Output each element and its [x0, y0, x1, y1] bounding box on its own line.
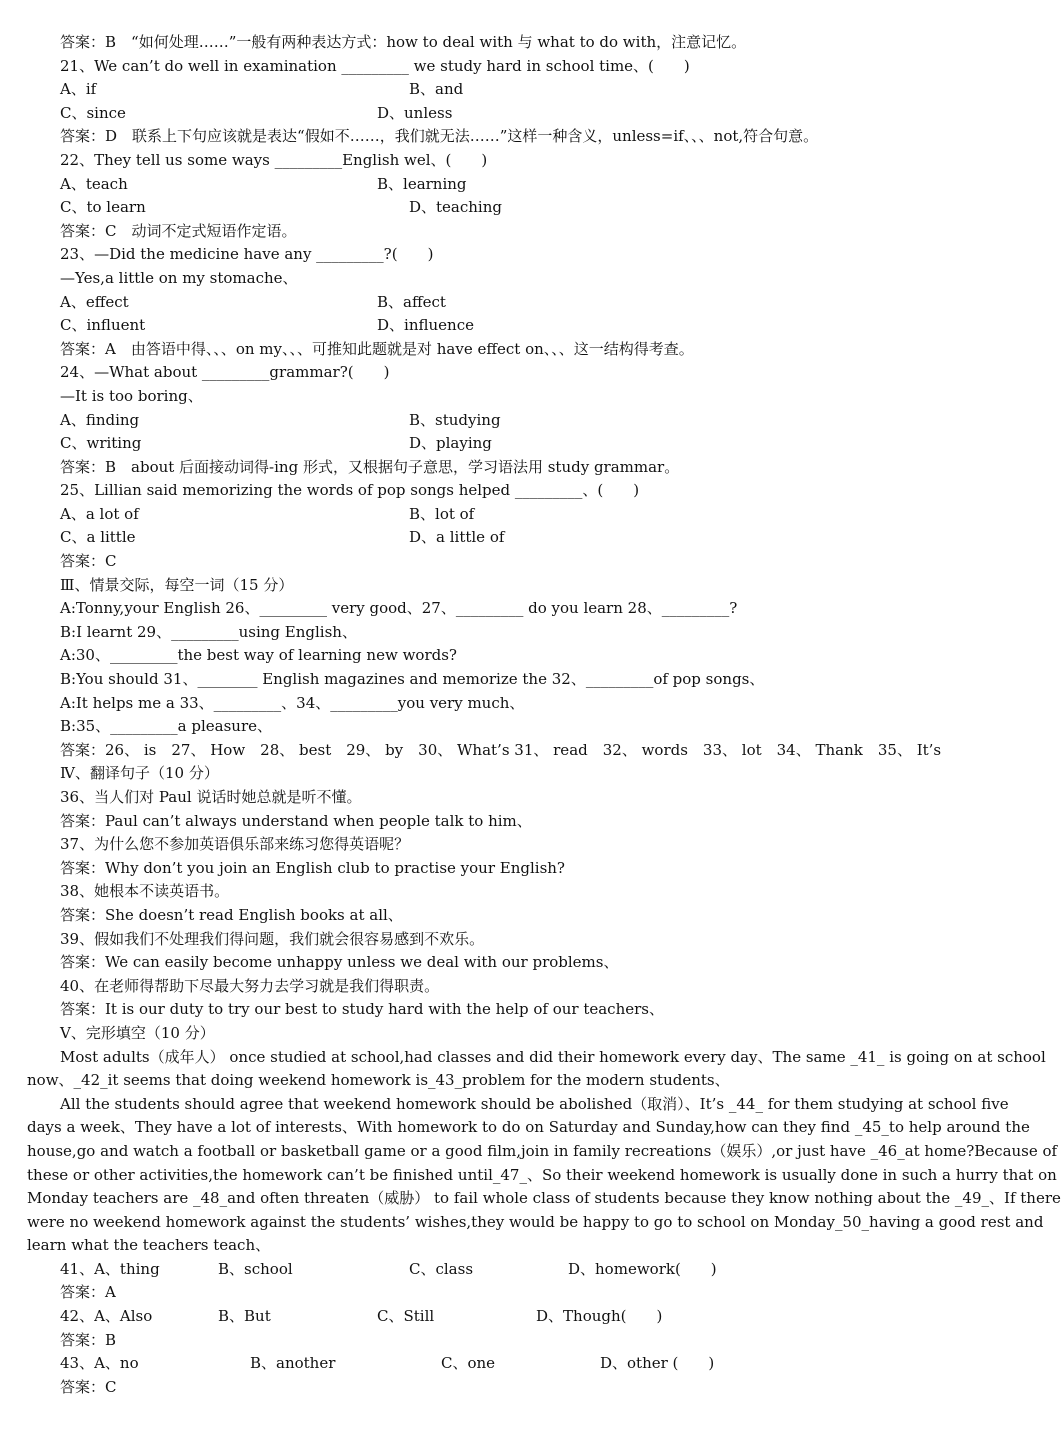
line-text: A:30、_________the best way of learning new words? [60, 646, 457, 665]
text-line [0, 786, 950, 810]
option-item: D、homework( ) [568, 1259, 717, 1278]
option-a: C、a little [60, 528, 136, 547]
option-row [0, 173, 950, 197]
line-text: 38、她根本不读英语书。 [60, 882, 230, 901]
option-b: B、studying [409, 410, 501, 429]
option-row [0, 196, 950, 220]
line-text: 答案：Why don’t you join an English club to practise your English? [60, 858, 565, 877]
text-line [0, 644, 950, 668]
option-row [0, 432, 950, 456]
line-text: B:35、_________a pleasure、 [60, 717, 272, 736]
answer-line [0, 338, 950, 362]
answer-line [0, 810, 950, 834]
line-text: —Yes,a little on my stomache、 [60, 268, 298, 287]
text-line [0, 668, 950, 692]
option-row [0, 291, 950, 315]
text-line [0, 715, 950, 739]
text-line: Most adults（成年人） once studied at school,had classes and did their homework every day、The same _41_ is going on at school [60, 1047, 1046, 1066]
text-line [0, 621, 950, 645]
answer-line [0, 1376, 950, 1400]
option-b: B、learning [377, 174, 467, 193]
text-line [0, 833, 950, 857]
line-text: 答案：C 动词不定式短语作定语。 [60, 221, 297, 240]
answer-line [0, 125, 950, 149]
text-line [0, 385, 950, 409]
answer-line [0, 1281, 950, 1305]
option-row-4 [0, 1258, 950, 1282]
option-row-4 [0, 1305, 950, 1329]
option-row [0, 526, 950, 550]
line-text: Ⅳ、翻译句子（10 分） [60, 764, 219, 783]
option-b: B、and [409, 80, 464, 99]
line-text: —It is too boring、 [60, 386, 203, 405]
text-line: Monday teachers are _48_and often threaten（威胁） to fail whole class of students because they know nothing about the _49_、If there [27, 1189, 1061, 1208]
text-line [0, 928, 950, 952]
line-text: A:Tonny,your English 26、_________ very good、27、_________ do you learn 28、_________? [60, 599, 738, 618]
line-text: 21、We can’t do well in examination _________ we study hard in school time、( ) [60, 56, 690, 75]
document-page [0, 31, 1061, 1399]
text-line [0, 479, 950, 503]
option-item: C、one [441, 1354, 496, 1373]
line-text: 答案：B [60, 1330, 117, 1349]
line-text: 25、Lillian said memorizing the words of pop songs helped _________、( ) [60, 481, 640, 500]
text-line [0, 55, 950, 79]
text-line [0, 267, 950, 291]
text-line: days a week、They have a lot of interests、With homework to do on Saturday and Sunday,how can they find _45_to help around the [27, 1118, 1030, 1137]
option-b: B、affect [377, 292, 446, 311]
option-a: A、if [60, 80, 97, 99]
line-text: 答案：A [60, 1283, 116, 1302]
option-item: 41、A、thing [60, 1259, 160, 1278]
text-line [0, 880, 950, 904]
line-text: 答案：It is our duty to try our best to study hard with the help of our teachers、 [60, 1000, 664, 1019]
line-text: now、_42_it seems that doing weekend homework is_43_problem for the modern students、 [27, 1071, 730, 1090]
option-a: A、finding [60, 410, 140, 429]
text-line [0, 597, 950, 621]
line-text: 37、为什么您不参加英语俱乐部来练习您得英语呢？ [60, 835, 410, 854]
text-line [0, 975, 950, 999]
option-a: A、teach [60, 174, 128, 193]
option-row [0, 503, 950, 527]
option-item: B、another [250, 1354, 336, 1373]
option-item: D、Though( ) [536, 1307, 663, 1326]
answer-line [0, 857, 950, 881]
line-text: Ⅲ、情景交际，每空一词（15 分） [60, 575, 294, 594]
line-text: B:I learnt 29、_________using English、 [60, 622, 357, 641]
line-text: 答案：C [60, 552, 117, 571]
option-row [0, 78, 950, 102]
answer-line [0, 1329, 950, 1353]
line-text: A:It helps me a 33、_________、34、_________you very much、 [60, 693, 525, 712]
option-b: B、lot of [409, 504, 475, 523]
line-text: 答案：She doesn’t read English books at all、 [60, 905, 403, 924]
option-b: D、unless [377, 103, 453, 122]
text-line: All the students should agree that weekend homework should be abolished（取消）、It’s _44_ for them studying at school five [60, 1094, 1009, 1113]
option-b: D、teaching [409, 198, 502, 217]
option-row-4 [0, 1352, 950, 1376]
text-line [0, 692, 950, 716]
answer-line [0, 220, 950, 244]
option-b: D、a little of [409, 528, 505, 547]
text-line [0, 1022, 950, 1046]
line-text: 答案：Paul can’t always understand when people talk to him、 [60, 811, 532, 830]
answer-line [0, 550, 950, 574]
text-line [0, 1234, 950, 1258]
text-line: these or other activities,the homework can’t be finished until_47_、So their weekend homework is usually done in such a hurry that on [27, 1165, 1057, 1184]
answer-line [0, 904, 950, 928]
text-line: were no weekend homework against the students’ wishes,they would be happy to go to school on Monday_50_having a good rest and [27, 1212, 1044, 1231]
line-text: 答案：B about 后面接动词得-ing 形式，又根据句子意思，学习语法用 study grammar。 [60, 457, 680, 476]
option-a: C、to learn [60, 198, 146, 217]
line-text: 答案：A 由答语中得、、、on my、、、可推知此题就是对 have effect on、、、这一结构得考查。 [60, 339, 694, 358]
line-text: 23、—Did the medicine have any _________?( ) [60, 245, 434, 264]
line-text: 答案：We can easily become unhappy unless we deal with our problems、 [60, 953, 619, 972]
answer-line [0, 998, 950, 1022]
line-text: 24、—What about _________grammar?( ) [60, 363, 390, 382]
option-a: C、since [60, 103, 126, 122]
option-row [0, 409, 950, 433]
answer-line [0, 951, 950, 975]
line-text: learn what the teachers teach、 [27, 1236, 271, 1255]
line-text: 36、当人们对 Paul 说话时她总就是听不懂。 [60, 788, 362, 806]
option-row [0, 102, 950, 126]
text-line [0, 361, 950, 385]
option-a: A、effect [60, 292, 129, 311]
text-line [0, 574, 950, 598]
option-item: 42、A、Also [60, 1307, 153, 1326]
answer-line [0, 31, 950, 55]
option-b: D、playing [409, 434, 492, 453]
option-a: C、writing [60, 434, 142, 453]
text-line [0, 149, 950, 173]
line-text: 答案：B “如何处理……”一般有两种表达方式：how to deal with 与 what to do with，注意记忆。 [60, 33, 747, 51]
text-line [0, 1069, 950, 1093]
text-line [0, 243, 950, 267]
option-item: D、other ( ) [600, 1354, 715, 1373]
option-item: B、But [218, 1307, 271, 1326]
line-text: B:You should 31、________ English magazines and memorize the 32、_________of pop songs、 [60, 670, 765, 689]
option-item: C、class [409, 1259, 474, 1278]
line-text: 答案：C [60, 1377, 117, 1396]
line-text: 22、They tell us some ways _________English wel、( ) [60, 150, 488, 169]
option-item: 43、A、no [60, 1354, 139, 1373]
line-text: 40、在老师得帮助下尽最大努力去学习就是我们得职责。 [60, 976, 440, 995]
option-b: D、influence [377, 316, 474, 335]
answer-line [0, 456, 950, 480]
line-text: 答案：D 联系上下句应该就是表达“假如不……，我们就无法……”这样一种含义，unless=if、、、not,符合句意。 [60, 127, 819, 146]
line-text: 39、假如我们不处理我们得问题，我们就会很容易感到不欢乐。 [60, 929, 485, 948]
text-line: house,go and watch a football or basketball game or a good film,join in family recreations（娱乐）,or just have _46_at home?Because of [27, 1141, 1058, 1160]
option-item: C、Still [377, 1307, 435, 1326]
answer-line: 答案：26、 is 27、 How 28、 best 29、 by 30、 What’s 31、 read 32、 words 33、 lot 34、 Thank 35、 It’s [60, 740, 942, 759]
option-row [0, 314, 950, 338]
option-a: C、influent [60, 316, 146, 335]
option-item: B、school [218, 1259, 293, 1278]
text-line [0, 762, 950, 786]
option-a: A、a lot of [60, 504, 139, 523]
line-text: Ⅴ、完形填空（10 分） [60, 1023, 215, 1042]
